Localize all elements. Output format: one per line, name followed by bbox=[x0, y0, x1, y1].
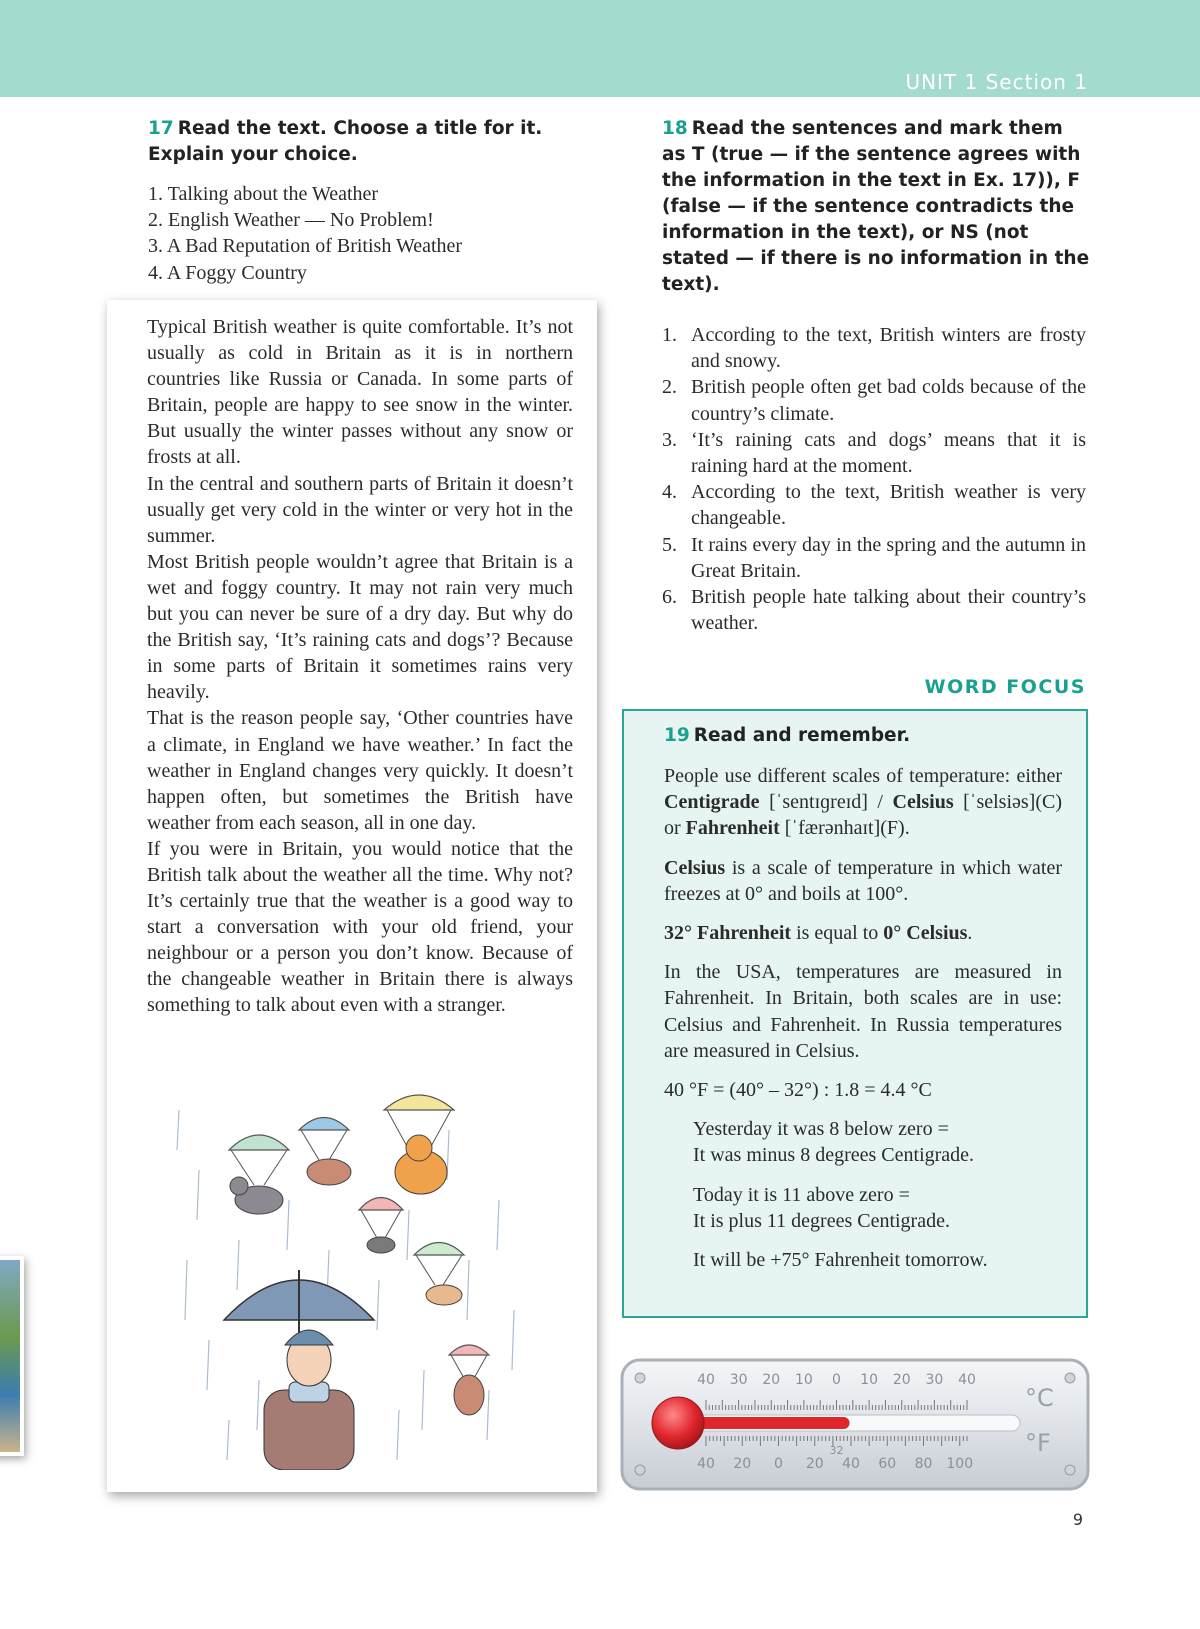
word-focus-label: WORD FOCUS bbox=[924, 676, 1086, 698]
statement-text: British people often get bad colds because of the country’s climate. bbox=[691, 376, 1086, 425]
reading-text bbox=[147, 314, 573, 1019]
unit-section-label: UNIT 1 Section 1 bbox=[905, 70, 1088, 94]
example-2: Today it is 11 above zero = It is plus 11 degrees Centigrade. bbox=[693, 1183, 950, 1232]
example-3: It will be +75° Fahrenheit tomorrow. bbox=[693, 1249, 988, 1272]
exercise-18-heading bbox=[662, 116, 1092, 298]
mercury-column bbox=[680, 1417, 850, 1429]
celsius-tick-label: 10 bbox=[794, 1372, 813, 1388]
celsius-definition: Celsius is a scale of temperature in which water freezes at 0° and boils at 100°. bbox=[664, 856, 1062, 905]
fahrenheit-tick-label: 20 bbox=[805, 1456, 824, 1472]
celsius-tick-label: 20 bbox=[762, 1372, 781, 1388]
statement-number: 4. bbox=[662, 481, 677, 504]
exercise-instruction: Read the text. Choose a title for it. Explain your choice. bbox=[148, 118, 543, 165]
celsius-tick-label: 30 bbox=[729, 1372, 748, 1388]
exercise-number: 17 bbox=[148, 118, 174, 139]
statement-item bbox=[662, 479, 1086, 531]
reading-paragraph: Most British people wouldn’t agree that Britain is a wet and foggy country. It may not rain very much but you can never be sure of a dry day. But why do the British say, ‘It’s raining cats and dogs’? Because in some parts of Britain it sometimes rains very heavily. bbox=[147, 550, 573, 704]
statement-text: According to the text, British winters are frosty and snowy. bbox=[691, 324, 1086, 373]
exercise-17-heading bbox=[148, 116, 578, 168]
true-false-statements bbox=[662, 322, 1086, 636]
exercise-number: 19 bbox=[664, 725, 690, 746]
celsius-tick-label: 40 bbox=[958, 1372, 976, 1388]
statement-item bbox=[662, 532, 1086, 584]
fahrenheit-tick-label: 20 bbox=[733, 1456, 752, 1472]
equivalence-note: 32° Fahrenheit is equal to 0° Celsius. bbox=[664, 922, 973, 945]
celsius-tick-label: 10 bbox=[860, 1372, 879, 1388]
statement-text: It rains every day in the spring and the autumn in Great Britain. bbox=[691, 533, 1086, 582]
exercise-19-heading bbox=[664, 723, 1062, 749]
fahrenheit-tick-label: 40 bbox=[842, 1456, 860, 1472]
exercise-number: 18 bbox=[662, 118, 688, 139]
example-1: Yesterday it was 8 below zero = It was minus 8 degrees Centigrade. bbox=[693, 1118, 975, 1167]
celsius-tick-label: 0 bbox=[832, 1372, 841, 1388]
statement-number: 5. bbox=[662, 533, 677, 556]
title-option: 3. A Bad Reputation of British Weather bbox=[148, 235, 463, 258]
page-number: 9 bbox=[1072, 1510, 1083, 1529]
fahrenheit-tick-label: 60 bbox=[878, 1456, 897, 1472]
reading-paragraph: In the central and southern parts of Britain it doesn’t usually get very cold in the winter or very hot in the summer. bbox=[147, 472, 573, 547]
exercise-instruction: Read the sentences and mark them as T (true — if the sentence agrees with the information in the text in Ex. 17)), F (false — if the sentence contradicts the information in the text), or NS (not stated — if there is no information in the text). bbox=[662, 118, 1090, 295]
celsius-tick-label: 20 bbox=[892, 1372, 911, 1388]
statement-item bbox=[662, 427, 1086, 479]
fahrenheit-tick-label: 40 bbox=[697, 1456, 715, 1472]
statement-text: According to the text, British weather is very changeable. bbox=[691, 481, 1086, 530]
fahrenheit-tick-label: 100 bbox=[946, 1456, 974, 1472]
thermometer-bulb bbox=[652, 1397, 704, 1449]
statement-item bbox=[662, 322, 1086, 374]
scales-paragraph: People use different scales of temperature: either Centigrade [ˈsentɪɡreɪd] / Celsius [ˈselsiəs](C) or Fahrenheit [ˈfærənhaɪt](F). bbox=[664, 765, 1062, 840]
statement-number: 1. bbox=[662, 324, 677, 346]
celsius-tick-label: 40 bbox=[697, 1372, 715, 1388]
statement-number: 3. bbox=[662, 428, 677, 451]
title-options-list bbox=[148, 181, 578, 286]
statement-text: ‘It’s raining cats and dogs’ means that it is raining hard at the moment. bbox=[691, 428, 1086, 478]
fahrenheit-32-marker: 32 bbox=[829, 1444, 844, 1457]
reading-paragraph: Typical British weather is quite comfortable. It’s not usually as cold in Britain as it is in northern countries like Russia or Canada. In some parts of Britain, people are happy to see snow in the winter. But usually the winter passes without any snow or frosts at all. bbox=[147, 316, 573, 469]
fahrenheit-tick-label: 0 bbox=[774, 1456, 783, 1472]
title-option: 1. Talking about the Weather bbox=[148, 183, 379, 205]
statement-number: 2. bbox=[662, 376, 677, 399]
title-option: 4. A Foggy Country bbox=[148, 261, 307, 284]
reading-paragraph: If you were in Britain, you would notice that the British talk about the weather all the time. Why not? It’s certainly true that the weather is a good way to start a conversation with your old friend, your neighbour or a person you don’t know. Because of the changeable weather in Britain there is always something to talk about even with a stranger. bbox=[147, 837, 573, 1017]
fahrenheit-tick-label: 80 bbox=[914, 1456, 933, 1472]
celsius-tick-label: 30 bbox=[925, 1372, 944, 1388]
reading-paragraph: That is the reason people say, ‘Other countries have a climate, in England we have weather.’ In fact the weather in England changes very quickly. It doesn’t happen often, but sometimes the British have weather from each season, all in one day. bbox=[147, 707, 573, 834]
usage-paragraph: In the USA, temperatures are measured in Fahrenheit. In Britain, both scales are in use: Celsius and Fahrenheit. In Russia temperatures are measured in Celsius. bbox=[664, 961, 1062, 1062]
raining-cats-and-dogs-illustration bbox=[169, 1090, 539, 1470]
fahrenheit-unit: °F bbox=[1025, 1429, 1051, 1457]
word-focus-box bbox=[622, 709, 1088, 1318]
reading-text-card bbox=[107, 300, 597, 1492]
statement-item bbox=[662, 374, 1086, 426]
conversion-formula: 40 °F = (40° – 32°) : 1.8 = 4.4 °C bbox=[664, 1079, 932, 1102]
celsius-unit: °C bbox=[1025, 1384, 1054, 1412]
thermometer-illustration bbox=[620, 1358, 1090, 1491]
statement-text: British people hate talking about their country’s weather. bbox=[691, 586, 1086, 635]
statement-item bbox=[662, 584, 1086, 636]
exercise-instruction: Read and remember. bbox=[693, 725, 911, 746]
side-photo-edge bbox=[0, 1256, 24, 1456]
title-option: 2. English Weather — No Problem! bbox=[148, 209, 434, 232]
statement-number: 6. bbox=[662, 586, 677, 609]
